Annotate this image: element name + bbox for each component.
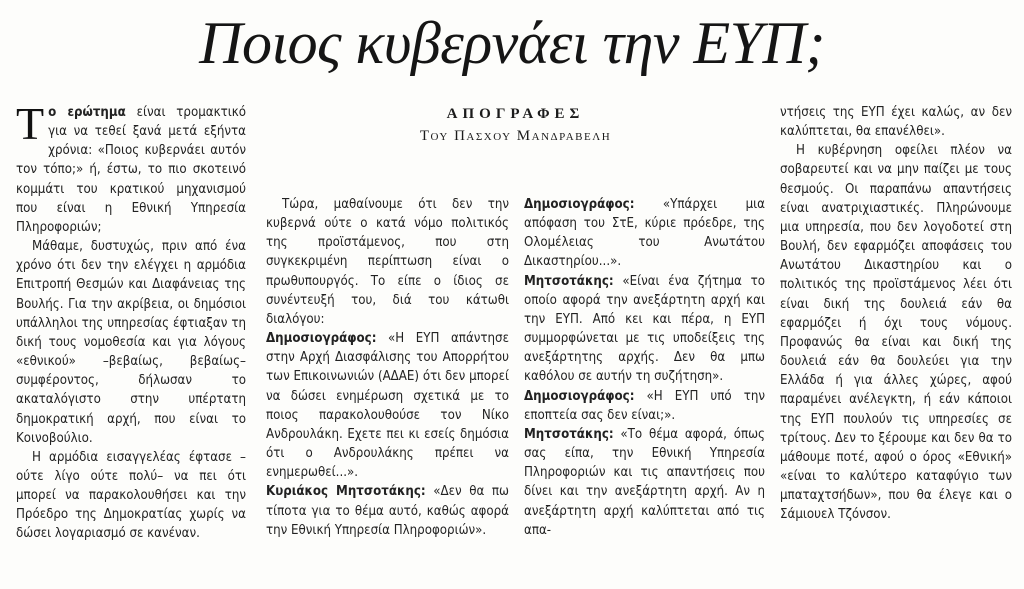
paragraph: Τώρα, μαθαίνουμε ότι δεν την κυβερνά ούτε ο κατά νόμο πολιτικός της προϊστάμενος, που στη συγκεκριμένη περίπτωση είναι ο πρωθυπουργός. Το είπε ο ίδιος σε συνέντευξή του, διά του κάτωθι διαλόγου: [266,197,509,327]
drop-cap: Τ [16,98,45,149]
dialogue-text: «Η ΕΥΠ απάντησε στην Αρχή Διασφάλισης του Απορρήτου των Επικοινωνιών (ΑΔΑΕ) ότι δεν μπορεί να δώσει ενημέρωση σχετικά με το ποιος παρακολουθούσε τον Νίκο Ανδρουλάκη. Εχετε πει κι εσείς δημόσια ότι ο Ανδρουλάκης πρέπει να ενημερωθεί...». [266,331,509,481]
lead-in-bold: ο ερώτημα [48,105,126,120]
author-byline: Του Πασχου Μανδραβελη [419,128,612,144]
paragraph [16,98,246,237]
text-column-1 [16,98,246,544]
speaker-label: Δημοσιογράφος: [524,197,635,212]
speaker-label: Μητσοτάκης: [524,273,614,289]
dialogue-text: «Είναι ένα ζήτημα το οποίο αφορά την ανεξάρτητη αρχή και την ΕΥΠ. Από κει και πέρα, η ΕΥΠ συμμορφώνεται με τις υποδείξεις της ανεξάρτητης αρχής. Δεν θα μπω καθόλου σε αυτήν τη συζήτηση». [524,273,765,385]
paragraph: Η κυβέρνηση οφείλει πλέον να σοβαρευτεί και να μην παίζει με τους θεσμούς. Οι παραπάνω απαντήσεις είναι ανατριχιαστικές. Πληρώνουμε μια υπηρεσία, που δεν λογοδοτεί στη Βουλή, δεν εφαρμόζει αποφάσεις του Ανωτάτου Δικαστηρίου και ο πολιτικός της προϊστάμενος λέει ότι είναι δική της δουλειά εάν θα εφαρμόζει ή όχι τους νόμους. Προφανώς θα είναι και δική της δουλειά εάν θα δουλεύει για την Ελλάδα ή για άλλες χώρες, αφού παραμένει ανέλεγκτη, ή εάν κάποιοι της ΕΥΠ πουλούν τις υπηρεσίες σε τρίτους. Δεν το ξέρουμε και δεν θα το μάθουμε ποτέ, αφού ο όρος «Εθνική» «είναι το καλύτερο καταφύγιο των μπαταχτσήδων», που θα έλεγε και ο Σάμιουελ Τζόνσον. [780,143,1012,523]
text-column-4 [780,103,1012,524]
speaker-label: Δημοσιογράφος: [524,388,635,404]
dialogue-paragraph [266,482,509,539]
column-rubric [266,103,765,147]
dialogue-text: «Η ΕΥΠ υπό την εποπτεία σας δεν είναι;». [524,388,765,423]
dialogue-text: «Το θέμα αφορά, όπως σας είπα, την Εθνική Υπηρεσία Πληροφοριών και τις απαντήσεις που δίνει και την ανεξάρτητη αρχή. Αν η ανεξάρτητη αρχή καλύπτεται από τις απα- [524,426,765,538]
dialogue-paragraph [524,195,765,272]
paragraph: Η αρμόδια εισαγγελέας έφτασε –ούτε λίγο ούτε πολύ– να πει ότι μπορεί να παρακολουθήσει και την Πρόεδρο της Δημοκρατίας χωρίς να δώσει λογαριασμό σε κανέναν. [16,449,246,542]
dialogue-text: «Δεν θα πω τίποτα για το θέμα αυτό, καθώς αφορά την Εθνική Υπηρεσία Πληροφοριών». [266,484,509,538]
article-headline: Ποιος κυβερνάει την ΕΥΠ; [199,10,825,76]
paragraph: ντήσεις της ΕΥΠ έχει καλώς, αν δεν καλύπτεται, θα επανέλθει». [780,105,1012,140]
speaker-label: Κυριάκος Μητσοτάκης: [266,484,426,500]
section-title: ΑΠΟΓΡΑΦΕΣ [446,106,585,122]
dialogue-paragraph [524,425,765,540]
text-column-2 [266,195,509,540]
dialogue-paragraph [524,387,765,425]
paragraph-text: είναι τρομακτικό για να τεθεί ξανά μετά εξήντα χρόνια: «Ποιος κυβερνάει αυτόν τον τόπο;» ή, έστω, το πιο σκοτεινό κομμάτι του κρατικού μηχανισμού που είναι η Εθνική Υπηρεσία Πληροφοριών; [16,105,246,235]
paragraph: Μάθαμε, δυστυχώς, πριν από ένα χρόνο ότι δεν την ελέγχει η αρμόδια Επιτροπή Θεσμών και Διαφάνειας της Βουλής. Για την ακρίβεια, οι δημόσιοι υπάλληλοι της υπηρεσίας έφτιαξαν τη δική τους νομοθεσία και για λόγους «εθνικού» –βεβαίως, βεβαίως– συμφέροντος, δήλωσαν το ακαταλόγιστο στην υπέρτατη δημοκρατική αρχή, που είναι το Κοινοβούλιο. [16,239,246,446]
dialogue-paragraph [266,329,509,482]
speaker-label: Μητσοτάκης: [524,426,614,442]
text-column-3 [524,195,765,540]
dialogue-text: «Υπάρχει μια απόφαση του ΣτΕ, κύριε πρόεδρε, της Ολομέλειας του Ανωτάτου Δικαστηρίου...». [524,197,765,270]
speaker-label: Δημοσιογράφος: [266,331,377,347]
dialogue-paragraph [524,272,765,387]
